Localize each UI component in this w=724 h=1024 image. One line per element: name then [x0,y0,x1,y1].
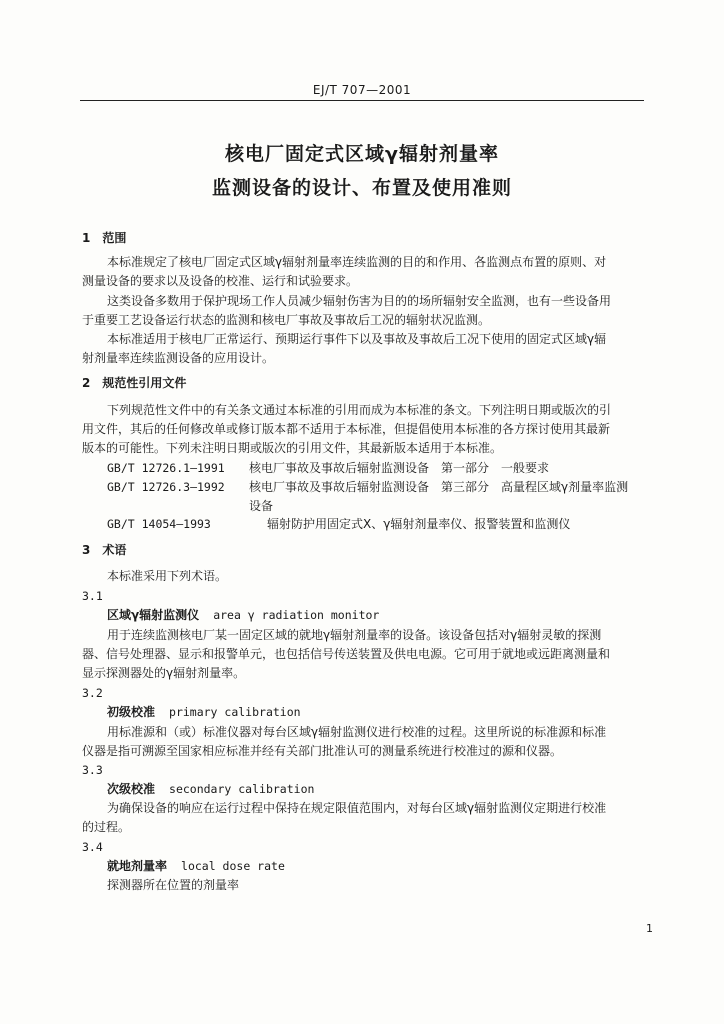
document-title-line-2: 监测设备的设计、布置及使用准则 [211,177,512,199]
reference-entry [107,517,570,531]
reference-code: GB/T 12726.1—1991 [107,461,225,475]
paragraph-line: 射剂量率连续监测设备的应用设计。 [82,351,275,365]
term-english: secondary calibration [169,782,315,796]
paragraph-line: 下列规范性文件中的有关条文通过本标准的引用而成为本标准的条文。下列注明日期或版次的引 [107,403,612,417]
section-2-heading: 2 规范性引用文件 [82,376,187,390]
term-entry [107,782,314,796]
section-1-heading: 1 范围 [82,231,127,245]
term-entry [107,608,379,622]
paragraph-line: 的过程。 [82,820,131,834]
term-entry [107,859,285,873]
term-number: 3.3 [82,763,103,777]
term-chinese: 次级校准 [107,782,156,796]
page-number: 1 [646,922,653,935]
reference-entry [107,480,628,494]
term-chinese: 就地剂量率 [107,859,168,873]
term-chinese: 初级校准 [107,705,156,719]
paragraph-line: 为确保设备的响应在运行过程中保持在规定限值范围内，对每台区域γ辐射监测仪定期进行校准 [107,801,607,815]
reference-title: 核电厂事故及事故后辐射监测设备 第一部分 一般要求 [249,461,550,475]
term-english: primary calibration [169,705,301,719]
reference-code: GB/T 12726.3—1992 [107,480,225,494]
paragraph-line: 用于连续监测核电厂某一固定区域的就地γ辐射剂量率的设备。该设备包括对γ辐射灵敏的探测 [107,628,602,642]
reference-entry [107,461,549,475]
paragraph-line: 用标准源和（或）标准仪器对每台区域γ辐射监测仪进行校准的过程。这里所说的标准源和标准 [107,725,607,739]
reference-code: GB/T 14054—1993 [107,517,211,531]
paragraph-line: 这类设备多数用于保护现场工作人员减少辐射伤害为目的的场所辐射安全监测，也有一些设备用 [107,294,612,308]
reference-entry [107,499,273,513]
paragraph-line: 用文件，其后的任何修改单或修订版本都不适用于本标准，但提倡使用本标准的各方探讨使用其最新 [82,422,611,436]
term-entry [107,705,301,719]
paragraph-line: 仪器是指可溯源至国家相应标准并经有关部门批准认可的测量系统进行校准过的源和仪器。 [82,744,563,758]
paragraph-line: 测量设备的要求以及设备的校准、运行和试验要求。 [82,274,359,288]
term-english: area γ radiation monitor [213,608,380,622]
term-number: 3.2 [82,686,103,700]
paragraph-line: 本标准规定了核电厂固定式区域γ辐射剂量率连续监测的目的和作用、各监测点布置的原则、对 [107,255,607,269]
paragraph-line: 显示探测器处的γ辐射剂量率。 [82,666,246,680]
reference-title: 辐射防护用固定式X、γ辐射剂量率仪、报警装置和监测仪 [267,517,571,531]
paragraph-line: 探测器所在位置的剂量率 [107,878,240,892]
term-english: local dose rate [181,859,285,873]
standard-code: EJ/T 707—2001 [312,83,412,97]
reference-title: 设备 [249,499,274,513]
paragraph-line: 器、信号处理器、显示和报警单元，也包括信号传送装置及供电电源。它可用于就地或远距离测量和 [82,647,611,661]
paragraph-line: 本标准适用于核电厂正常运行、预期运行事件下以及事故及事故后工况下使用的固定式区域γ辐 [107,332,607,346]
paragraph-line: 版本的可能性。下列未注明日期或版次的引用文件，其最新版本适用于本标准。 [82,441,503,455]
reference-title: 核电厂事故及事故后辐射监测设备 第三部分 高量程区域γ剂量率监测 [249,480,629,494]
section-3-heading: 3 术语 [82,543,127,557]
term-chinese: 区域γ辐射监测仪 [107,608,200,622]
header-rule [80,100,644,101]
term-number: 3.1 [82,589,103,603]
document-title-line-1: 核电厂固定式区域γ辐射剂量率 [225,143,499,165]
term-number: 3.4 [82,840,103,854]
paragraph-line: 于重要工艺设备运行状态的监测和核电厂事故及事故后工况的辐射状况监测。 [82,313,491,327]
paragraph-line: 本标准采用下列术语。 [107,569,228,583]
